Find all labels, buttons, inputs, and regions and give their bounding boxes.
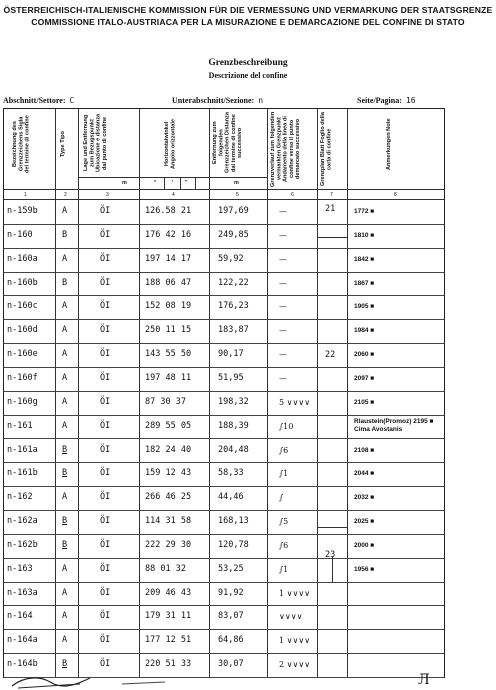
cell-angle: 209 46 43 <box>145 587 192 598</box>
cell-course: 1 ∨∨∨∨ <box>279 588 311 598</box>
section-value: C <box>69 96 75 105</box>
table-row <box>4 629 444 654</box>
cell-distance: 168,13 <box>218 516 249 527</box>
cell-location: ÖI <box>100 253 111 264</box>
table-row <box>4 224 444 249</box>
cell-course: 1 ∨∨∨∨ <box>279 636 311 646</box>
cell-distance: 51,95 <box>218 372 244 383</box>
table-row <box>4 582 444 607</box>
cell-course: — <box>279 326 287 336</box>
cell-type: B <box>62 659 68 670</box>
cell-note: 2060 ■ <box>354 351 375 359</box>
cell-note: Rlaustein(Promoz) 2195 ■ Cima Avostanis <box>354 417 434 433</box>
cell-location: ÖI <box>100 539 111 550</box>
cell-location: ÖI <box>100 206 111 216</box>
cell-location: ÖI <box>100 349 111 360</box>
unit-min: ' <box>172 180 174 186</box>
cell-marker-id: n-161b <box>7 468 38 479</box>
cell-note: 2097 ■ <box>354 374 375 382</box>
cell-location: ÖI <box>100 611 111 622</box>
unit-m: m <box>122 180 127 186</box>
cell-note: 2025 ■ <box>354 518 375 526</box>
table-row <box>4 486 444 511</box>
cell-course: ∫6 <box>279 540 289 550</box>
cell-course: — <box>279 350 287 360</box>
cell-distance: 91,92 <box>218 587 244 598</box>
cell-note: 2032 ■ <box>354 494 375 502</box>
colnum-5: 5 <box>236 192 239 198</box>
cell-location: ÖI <box>100 587 111 598</box>
table-row <box>4 605 444 630</box>
cell-marker-id: n-160a <box>7 253 38 264</box>
signature-mid <box>120 678 170 688</box>
title-it: Descrizione del confine <box>208 71 288 80</box>
cell-distance: 120,78 <box>218 539 249 550</box>
cell-angle: 88 01 32 <box>145 563 186 574</box>
cell-location: ÖI <box>100 277 111 288</box>
cell-angle: 159 12 43 <box>145 468 192 479</box>
cell-course: ∨∨∨∨ <box>279 612 303 622</box>
cell-type: A <box>62 253 68 264</box>
title-de: Grenzbeschreibung <box>208 58 288 68</box>
cell-angle: 188 06 47 <box>145 277 192 288</box>
cell-angle: 250 11 15 <box>145 325 192 336</box>
cell-angle: 197 48 11 <box>145 372 192 383</box>
cell-course: — <box>279 302 287 312</box>
cell-course: — <box>279 254 287 264</box>
col-header-sheet: Grenzplan Blatt Foglio della carta di confine <box>320 112 333 186</box>
cell-type: B <box>62 229 68 240</box>
cell-marker-id: n-161 <box>7 420 33 431</box>
cell-type: A <box>62 492 68 503</box>
table-row <box>4 248 444 273</box>
cell-distance: 53,25 <box>218 563 244 574</box>
cell-marker-id: n-162a <box>7 516 38 527</box>
cell-type: A <box>62 420 68 431</box>
cell-distance: 188,39 <box>218 420 249 431</box>
cell-distance: 204,48 <box>218 444 249 455</box>
unit-sec: '' <box>185 180 188 186</box>
section-label: Abschnitt/Settore: <box>3 96 66 105</box>
sheet-23: 23 <box>325 550 336 560</box>
cell-note: 1772 ■ <box>354 208 375 215</box>
table-row <box>4 510 444 535</box>
cell-distance: 64,86 <box>218 635 244 646</box>
colnum-2: 2 <box>64 192 67 198</box>
table-row <box>4 200 444 225</box>
cell-angle: 114 31 58 <box>145 516 192 527</box>
cell-angle: 222 29 30 <box>145 539 192 550</box>
cell-note: 1867 ■ <box>354 279 375 287</box>
cell-marker-id: n-160e <box>7 349 38 360</box>
cell-angle: 143 55 50 <box>145 349 192 360</box>
table-row <box>4 558 444 583</box>
cell-distance: 44,46 <box>218 492 244 503</box>
cell-location: ÖI <box>100 396 111 407</box>
cell-marker-id: n-162b <box>7 539 38 550</box>
cell-distance: 197,69 <box>218 206 249 216</box>
page-label: Seite/Pagina: <box>357 96 402 105</box>
cell-angle: 152 08 19 <box>145 301 192 312</box>
cell-angle: 177 12 51 <box>145 635 192 646</box>
cell-type: A <box>62 611 68 622</box>
cell-location: ÖI <box>100 301 111 312</box>
cell-marker-id: n-160d <box>7 325 38 336</box>
boundary-table <box>3 108 445 678</box>
cell-note: 1810 ■ <box>354 231 375 239</box>
cell-marker-id: n-160 <box>7 229 33 240</box>
colnum-3: 3 <box>106 192 109 198</box>
cell-type: A <box>62 372 68 383</box>
unit-deg: ° <box>154 180 157 186</box>
cell-angle: 266 46 25 <box>145 492 192 503</box>
cell-angle: 179 31 11 <box>145 611 192 622</box>
cell-location: ÖI <box>100 229 111 240</box>
cell-marker-id: n-164b <box>7 659 38 670</box>
table-row <box>4 391 444 416</box>
header-line-de: ÖSTERREICHISCH-ITALIENISCHE KOMMISSION FÜR DIE VERMESSUNG UND VERMARKUNG DER STAATSGRENZE <box>3 5 493 15</box>
cell-distance: 30,07 <box>218 659 244 670</box>
cell-type: B <box>62 468 68 479</box>
table-row <box>4 439 444 464</box>
col-header-id: Bezeichnung des Grenzzeichens Sigla del termine di confine <box>12 115 31 173</box>
page-value: 16 <box>405 96 416 105</box>
cell-marker-id: n-159b <box>7 206 38 216</box>
cell-distance: 249,85 <box>218 229 249 240</box>
cell-type: B <box>62 539 68 550</box>
cell-note: 2108 ■ <box>354 446 375 454</box>
cell-location: ÖI <box>100 659 111 670</box>
col-header-distance: Entfernung zum folgenden Grenzzeichen Distanza dal termine di confine successivo <box>212 112 244 174</box>
page-meta <box>357 96 416 105</box>
cell-marker-id: n-164a <box>7 635 38 646</box>
cell-type: A <box>62 587 68 598</box>
cell-type: A <box>62 206 68 216</box>
cell-angle: 197 14 17 <box>145 253 192 264</box>
cell-marker-id: n-163 <box>7 563 33 574</box>
cell-distance: 90,17 <box>218 349 244 360</box>
cell-location: ÖI <box>100 420 111 431</box>
cell-distance: 176,23 <box>218 301 249 312</box>
col-header-notes: Anmerkungen Note <box>386 118 392 170</box>
cell-distance: 122,22 <box>218 277 249 288</box>
cell-location: ÖI <box>100 492 111 503</box>
sheet-21: 21 <box>325 204 336 214</box>
table-row <box>4 295 444 320</box>
cell-note: 1905 ■ <box>354 303 375 311</box>
header-line-it: COMMISSIONE ITALO-AUSTRIACA PER LA MISURAZIONE E DEMARCAZIONE DEL CONFINE DI STATO <box>31 17 465 27</box>
unit-m2: m <box>234 180 239 186</box>
footer-mark: Л <box>418 672 430 688</box>
table-row <box>4 367 444 392</box>
cell-note: 1956 ■ <box>354 565 375 573</box>
cell-type: A <box>62 396 68 407</box>
table-row <box>4 534 444 559</box>
cell-course: — <box>279 278 287 288</box>
signature-left <box>10 672 100 690</box>
section-meta <box>3 96 74 105</box>
colnum-8: 8 <box>394 192 397 198</box>
cell-angle: 220 51 33 <box>145 659 192 670</box>
cell-marker-id: n-160c <box>7 301 38 312</box>
cell-marker-id: n-164 <box>7 611 33 622</box>
cell-type: B <box>62 444 68 455</box>
table-row <box>4 319 444 344</box>
table-body <box>4 200 444 677</box>
col-header-type: Type Tipo <box>60 131 66 157</box>
subsection-label: Unterabschnitt/Sezione: <box>172 96 255 105</box>
cell-location: ÖI <box>100 563 111 574</box>
cell-course: — <box>279 207 287 216</box>
cell-course: ∫ <box>279 493 284 503</box>
cell-angle: 182 24 40 <box>145 444 192 455</box>
cell-course: ∫6 <box>279 445 289 455</box>
cell-type: A <box>62 563 68 574</box>
table-row <box>4 462 444 487</box>
col-header-location: Lage und Entfernung zum Bezugspunkt Ubicazione e distanza dal punto di confine <box>83 113 108 173</box>
cell-course: ∫1 <box>279 469 289 479</box>
subsection-meta <box>172 96 263 105</box>
cell-marker-id: n-160f <box>7 372 38 383</box>
colnum-4: 4 <box>172 192 175 198</box>
cell-angle: 176 42 16 <box>145 229 192 240</box>
cell-note: 1842 ■ <box>354 255 375 263</box>
cell-note: 2044 ■ <box>354 470 375 478</box>
cell-marker-id: n-161a <box>7 444 38 455</box>
cell-location: ÖI <box>100 468 111 479</box>
table-row <box>4 415 444 440</box>
cell-note: 1984 ■ <box>354 327 375 335</box>
col-header-angle: Horizontalwinkel Angolo orizzontale <box>164 118 177 170</box>
cell-distance: 58,33 <box>218 468 244 479</box>
cell-type: A <box>62 635 68 646</box>
cell-course: 2 ∨∨∨∨ <box>279 660 311 670</box>
colnum-1: 1 <box>24 192 27 198</box>
subsection-value: n <box>258 96 264 105</box>
cell-location: ÖI <box>100 325 111 336</box>
cell-angle: 126.58 21 <box>145 206 192 216</box>
cell-marker-id: n-160g <box>7 396 38 407</box>
cell-course: 5 ∨∨∨∨ <box>279 397 311 407</box>
cell-type: B <box>62 277 68 288</box>
cell-angle: 289 55 05 <box>145 420 192 431</box>
cell-location: ÖI <box>100 372 111 383</box>
cell-marker-id: n-163a <box>7 587 38 598</box>
sheet-22: 22 <box>325 350 336 360</box>
table-row <box>4 343 444 368</box>
cell-course: ∫10 <box>279 421 294 431</box>
col-header-course: Grenzverlauf zum folgenden vermarkten Grenzpunkt Andamento della linea di confine verso il punto demarcato successivo <box>270 111 302 187</box>
cell-course: ∫5 <box>279 517 289 527</box>
cell-marker-id: n-160b <box>7 277 38 288</box>
cell-type: A <box>62 349 68 360</box>
cell-angle: 87 30 37 <box>145 396 186 407</box>
cell-note: 2105 ■ <box>354 398 375 406</box>
cell-marker-id: n-162 <box>7 492 33 503</box>
cell-location: ÖI <box>100 635 111 646</box>
cell-location: ÖI <box>100 444 111 455</box>
cell-distance: 59,92 <box>218 253 244 264</box>
cell-type: A <box>62 325 68 336</box>
colnum-6: 6 <box>291 192 294 198</box>
cell-note: 2000 ■ <box>354 541 375 549</box>
cell-distance: 83,07 <box>218 611 244 622</box>
cell-distance: 198,32 <box>218 396 249 407</box>
cell-course: ∫1 <box>279 564 289 574</box>
cell-type: B <box>62 516 68 527</box>
cell-type: A <box>62 301 68 312</box>
colnum-7: 7 <box>330 192 333 198</box>
cell-distance: 183,87 <box>218 325 249 336</box>
cell-course: — <box>279 373 287 383</box>
table-row <box>4 272 444 297</box>
cell-course: — <box>279 230 287 240</box>
cell-location: ÖI <box>100 516 111 527</box>
